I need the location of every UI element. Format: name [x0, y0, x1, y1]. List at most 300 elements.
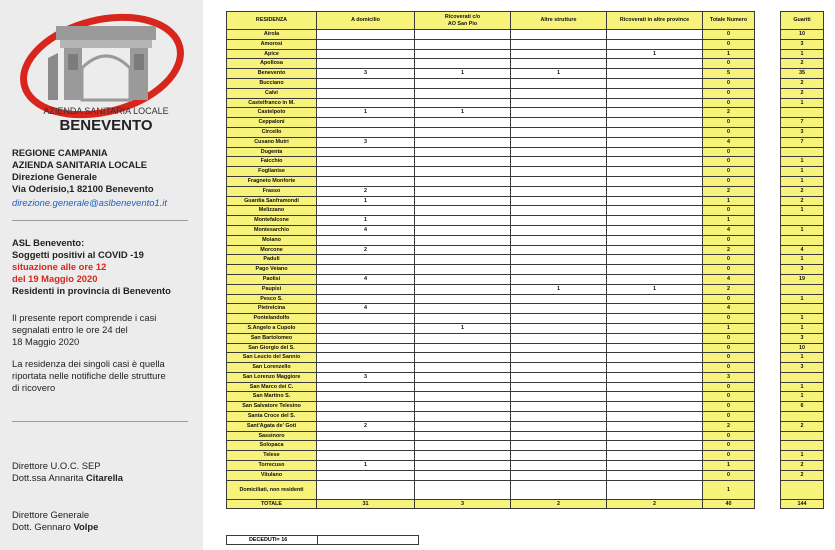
value-cell: [755, 255, 781, 265]
value-cell: [415, 382, 511, 392]
municipality-cell: Pago Veiano: [227, 265, 317, 275]
value-cell: [511, 431, 607, 441]
value-cell: [415, 343, 511, 353]
value-cell: [607, 39, 703, 49]
municipality-cell: Calvi: [227, 88, 317, 98]
value-cell: 0: [703, 98, 755, 108]
value-cell: [755, 147, 781, 157]
value-cell: [415, 363, 511, 373]
value-cell: [755, 323, 781, 333]
deceased-empty-cell: [318, 536, 419, 545]
table-row: [227, 98, 824, 108]
value-cell: [607, 441, 703, 451]
value-cell: 0: [703, 294, 755, 304]
value-cell: [511, 304, 607, 314]
value-cell: [511, 353, 607, 363]
value-cell: [317, 333, 415, 343]
table-row: [227, 274, 824, 284]
value-cell: [511, 176, 607, 186]
covid-cases-table: [226, 11, 824, 509]
value-cell: 0: [703, 451, 755, 461]
value-cell: [755, 69, 781, 79]
value-cell: [317, 363, 415, 373]
value-cell: 1: [415, 108, 511, 118]
logo-text-asl: AZIENDA SANITARIA LOCALE: [43, 106, 169, 116]
value-cell: [317, 451, 415, 461]
column-header: Altre strutture: [511, 12, 607, 30]
municipality-cell: Morcone: [227, 245, 317, 255]
value-cell: [415, 265, 511, 275]
info-sidebar: [0, 0, 203, 550]
value-cell: 4: [703, 137, 755, 147]
value-cell: 0: [703, 333, 755, 343]
value-cell: 4: [703, 274, 755, 284]
municipality-cell: San Salvatore Telesino: [227, 402, 317, 412]
value-cell: 0: [703, 314, 755, 324]
value-cell: 4: [317, 225, 415, 235]
value-cell: 2: [317, 245, 415, 255]
municipality-cell: Airola: [227, 30, 317, 40]
value-cell: [755, 441, 781, 451]
value-cell: [755, 421, 781, 431]
value-cell: [607, 157, 703, 167]
value-cell: [511, 480, 607, 499]
value-cell: 0: [703, 167, 755, 177]
municipality-cell: Sant'Agata de' Goti: [227, 421, 317, 431]
value-cell: [755, 108, 781, 118]
value-cell: [415, 441, 511, 451]
value-cell: [755, 245, 781, 255]
value-cell: [607, 294, 703, 304]
value-cell: [755, 127, 781, 137]
value-cell: 1: [781, 157, 824, 167]
value-cell: 0: [703, 127, 755, 137]
value-cell: [511, 314, 607, 324]
value-cell: [607, 59, 703, 69]
value-cell: [755, 118, 781, 128]
value-cell: [317, 206, 415, 216]
municipality-cell: Pontelandolfo: [227, 314, 317, 324]
municipality-cell: Apollosa: [227, 59, 317, 69]
table-row: [227, 372, 824, 382]
value-cell: [415, 421, 511, 431]
value-cell: 3: [317, 372, 415, 382]
value-cell: [415, 225, 511, 235]
value-cell: [781, 480, 824, 499]
municipality-cell: Bucciano: [227, 78, 317, 88]
value-cell: 1: [781, 353, 824, 363]
table-row: [227, 127, 824, 137]
value-cell: 1: [703, 461, 755, 471]
value-cell: 2: [317, 421, 415, 431]
value-cell: [415, 88, 511, 98]
table-row: [227, 382, 824, 392]
value-cell: [755, 196, 781, 206]
municipality-cell: Ceppaloni: [227, 118, 317, 128]
municipality-cell: Castelfranco in M.: [227, 98, 317, 108]
municipality-cell: Telese: [227, 451, 317, 461]
table-row: [227, 49, 824, 59]
value-cell: [755, 225, 781, 235]
value-cell: [755, 470, 781, 480]
value-cell: [511, 88, 607, 98]
value-cell: [511, 235, 607, 245]
value-cell: 0: [703, 363, 755, 373]
total-value: 40: [703, 499, 755, 509]
value-cell: [607, 127, 703, 137]
value-cell: [755, 431, 781, 441]
value-cell: [755, 216, 781, 226]
value-cell: 1: [781, 225, 824, 235]
value-cell: 1: [781, 176, 824, 186]
value-cell: 4: [317, 274, 415, 284]
value-cell: 2: [781, 78, 824, 88]
value-cell: [607, 108, 703, 118]
table-row: [227, 118, 824, 128]
total-value: [755, 499, 781, 509]
agency-name: AZIENDA SANITARIA LOCALE: [12, 159, 148, 170]
municipality-cell: San Lorenzello: [227, 363, 317, 373]
total-row: [227, 499, 824, 509]
value-cell: [415, 176, 511, 186]
value-cell: [607, 88, 703, 98]
value-cell: [755, 49, 781, 59]
value-cell: 0: [703, 39, 755, 49]
value-cell: [607, 274, 703, 284]
value-cell: [607, 451, 703, 461]
value-cell: [511, 59, 607, 69]
table-row: [227, 167, 824, 177]
value-cell: 1: [781, 392, 824, 402]
report-title: Soggetti positivi al COVID -19: [12, 249, 144, 260]
value-cell: [607, 323, 703, 333]
value-cell: 1: [781, 49, 824, 59]
municipality-cell: Pietrelcina: [227, 304, 317, 314]
table-row: [227, 431, 824, 441]
value-cell: [755, 461, 781, 471]
divider: [12, 220, 188, 221]
value-cell: [317, 167, 415, 177]
table-row: [227, 412, 824, 422]
value-cell: 1: [317, 216, 415, 226]
table-header-row: [227, 12, 824, 30]
value-cell: 1: [415, 323, 511, 333]
value-cell: 0: [703, 118, 755, 128]
value-cell: [607, 255, 703, 265]
value-cell: [781, 216, 824, 226]
value-cell: [415, 470, 511, 480]
value-cell: [755, 294, 781, 304]
table-row: [227, 314, 824, 324]
value-cell: [415, 372, 511, 382]
column-header: [755, 12, 781, 30]
value-cell: 2: [781, 461, 824, 471]
value-cell: [511, 147, 607, 157]
municipality-cell: Apice: [227, 49, 317, 59]
municipality-cell: Paupisi: [227, 284, 317, 294]
value-cell: [415, 255, 511, 265]
report-time: situazione alle ore 12: [12, 261, 107, 272]
municipality-cell: Moiano: [227, 235, 317, 245]
value-cell: [607, 353, 703, 363]
value-cell: [755, 59, 781, 69]
value-cell: [511, 333, 607, 343]
value-cell: [317, 118, 415, 128]
value-cell: [607, 186, 703, 196]
total-value: 2: [607, 499, 703, 509]
total-value: 144: [781, 499, 824, 509]
value-cell: 4: [703, 304, 755, 314]
value-cell: [415, 157, 511, 167]
value-cell: [415, 216, 511, 226]
value-cell: [317, 235, 415, 245]
value-cell: 10: [781, 343, 824, 353]
value-cell: [511, 392, 607, 402]
value-cell: [755, 78, 781, 88]
value-cell: 2: [703, 108, 755, 118]
value-cell: [511, 225, 607, 235]
municipality-cell: Sassinoro: [227, 431, 317, 441]
municipality-cell: Frasso: [227, 186, 317, 196]
value-cell: [511, 412, 607, 422]
table-row: [227, 137, 824, 147]
value-cell: 1: [703, 216, 755, 226]
value-cell: 1: [781, 167, 824, 177]
value-cell: 1: [781, 323, 824, 333]
value-cell: [511, 39, 607, 49]
value-cell: 35: [781, 69, 824, 79]
value-cell: 2: [703, 284, 755, 294]
total-value: 2: [511, 499, 607, 509]
value-cell: [755, 304, 781, 314]
value-cell: 1: [317, 108, 415, 118]
municipality-cell: Montefalcone: [227, 216, 317, 226]
value-cell: [755, 88, 781, 98]
value-cell: [511, 206, 607, 216]
value-cell: [755, 333, 781, 343]
column-header: Ricoverati c/o AO San Pio: [415, 12, 511, 30]
asl-benevento-logo: [18, 8, 188, 134]
value-cell: [317, 294, 415, 304]
value-cell: [511, 382, 607, 392]
value-cell: [415, 147, 511, 157]
value-cell: [781, 147, 824, 157]
value-cell: [607, 78, 703, 88]
table-row: [227, 147, 824, 157]
value-cell: [415, 402, 511, 412]
signature-sep-title: Direttore U.O.C. SEP: [12, 460, 101, 471]
value-cell: [415, 186, 511, 196]
table-row: [227, 59, 824, 69]
value-cell: [607, 69, 703, 79]
value-cell: 3: [703, 372, 755, 382]
value-cell: [511, 118, 607, 128]
value-cell: [511, 255, 607, 265]
report-scope: Residenti in provincia di Benevento: [12, 285, 171, 296]
value-cell: [317, 353, 415, 363]
value-cell: 2: [781, 421, 824, 431]
value-cell: [511, 363, 607, 373]
value-cell: [607, 421, 703, 431]
value-cell: [317, 470, 415, 480]
value-cell: [755, 98, 781, 108]
total-value: 31: [317, 499, 415, 509]
municipality-cell: San Leucio del Sannio: [227, 353, 317, 363]
column-header: Ricoverati in altre province: [607, 12, 703, 30]
value-cell: [511, 421, 607, 431]
value-cell: [415, 480, 511, 499]
value-cell: [317, 39, 415, 49]
value-cell: [755, 343, 781, 353]
value-cell: [781, 235, 824, 245]
table-row: [227, 480, 824, 499]
municipality-cell: Paduli: [227, 255, 317, 265]
value-cell: [415, 127, 511, 137]
value-cell: [511, 127, 607, 137]
value-cell: [607, 98, 703, 108]
value-cell: [755, 176, 781, 186]
value-cell: [755, 412, 781, 422]
table-row: [227, 235, 824, 245]
value-cell: 2: [703, 421, 755, 431]
value-cell: 0: [703, 382, 755, 392]
logo-text-benevento: BENEVENTO: [59, 117, 153, 134]
value-cell: [755, 157, 781, 167]
value-cell: [415, 451, 511, 461]
municipality-cell: Guardia Sanframondi: [227, 196, 317, 206]
municipality-cell: Melizzano: [227, 206, 317, 216]
value-cell: 2: [781, 470, 824, 480]
value-cell: [755, 167, 781, 177]
table-row: [227, 441, 824, 451]
value-cell: [511, 294, 607, 304]
value-cell: [415, 284, 511, 294]
value-cell: 1: [703, 480, 755, 499]
value-cell: [755, 451, 781, 461]
value-cell: [511, 441, 607, 451]
value-cell: 0: [703, 157, 755, 167]
value-cell: 1: [781, 98, 824, 108]
value-cell: [755, 274, 781, 284]
value-cell: [755, 235, 781, 245]
municipality-cell: Dugenta: [227, 147, 317, 157]
value-cell: [607, 196, 703, 206]
value-cell: [607, 461, 703, 471]
value-cell: 1: [607, 284, 703, 294]
value-cell: [317, 255, 415, 265]
value-cell: 2: [781, 59, 824, 69]
value-cell: [511, 49, 607, 59]
table-row: [227, 353, 824, 363]
value-cell: [755, 137, 781, 147]
value-cell: [317, 176, 415, 186]
table-row: [227, 343, 824, 353]
table-row: [227, 284, 824, 294]
value-cell: 0: [703, 470, 755, 480]
value-cell: [415, 235, 511, 245]
value-cell: [607, 402, 703, 412]
value-cell: [317, 157, 415, 167]
municipality-cell: Paolisi: [227, 274, 317, 284]
table-row: [227, 196, 824, 206]
municipality-cell: Domiciliati, non residenti: [227, 480, 317, 499]
value-cell: [755, 353, 781, 363]
value-cell: 3: [317, 137, 415, 147]
table-row: [227, 39, 824, 49]
table-row: [227, 255, 824, 265]
value-cell: [607, 314, 703, 324]
value-cell: 0: [703, 392, 755, 402]
municipality-cell: Montesarchio: [227, 225, 317, 235]
value-cell: 3: [781, 127, 824, 137]
value-cell: [755, 363, 781, 373]
value-cell: [317, 147, 415, 157]
value-cell: [781, 108, 824, 118]
value-cell: 1: [781, 255, 824, 265]
value-cell: 1: [781, 294, 824, 304]
value-cell: [415, 304, 511, 314]
municipality-cell: San Bartolomeo: [227, 333, 317, 343]
value-cell: [607, 118, 703, 128]
value-cell: [607, 382, 703, 392]
value-cell: [607, 167, 703, 177]
municipality-cell: Castelpoto: [227, 108, 317, 118]
value-cell: [415, 59, 511, 69]
value-cell: [317, 412, 415, 422]
value-cell: [755, 206, 781, 216]
value-cell: [607, 225, 703, 235]
value-cell: 0: [703, 88, 755, 98]
municipality-cell: San Giorgio del S.: [227, 343, 317, 353]
value-cell: [781, 412, 824, 422]
table-row: [227, 186, 824, 196]
value-cell: [511, 78, 607, 88]
value-cell: [607, 30, 703, 40]
value-cell: [317, 441, 415, 451]
value-cell: 2: [703, 186, 755, 196]
department-name: Direzione Generale: [12, 171, 97, 182]
value-cell: [415, 274, 511, 284]
table-row: [227, 225, 824, 235]
table-row: [227, 157, 824, 167]
value-cell: [317, 98, 415, 108]
value-cell: [317, 402, 415, 412]
deceased-table: [226, 535, 419, 545]
table-row: [227, 363, 824, 373]
value-cell: [511, 451, 607, 461]
value-cell: 3: [781, 265, 824, 275]
value-cell: 0: [703, 255, 755, 265]
value-cell: 1: [317, 461, 415, 471]
value-cell: 4: [317, 304, 415, 314]
value-cell: 1: [781, 382, 824, 392]
value-cell: 3: [781, 39, 824, 49]
value-cell: 2: [781, 186, 824, 196]
signature-dg-title: Direttore Generale: [12, 509, 90, 520]
value-cell: [415, 392, 511, 402]
value-cell: [511, 402, 607, 412]
value-cell: [607, 206, 703, 216]
value-cell: 0: [703, 265, 755, 275]
value-cell: 19: [781, 274, 824, 284]
deceased-count: DECEDUTI= 16: [227, 536, 318, 545]
value-cell: [317, 30, 415, 40]
value-cell: [511, 216, 607, 226]
municipality-cell: Benevento: [227, 69, 317, 79]
value-cell: 1: [415, 69, 511, 79]
table-row: [227, 176, 824, 186]
email-link[interactable]: direzione.generale@aslbenevento1.it: [12, 197, 167, 208]
